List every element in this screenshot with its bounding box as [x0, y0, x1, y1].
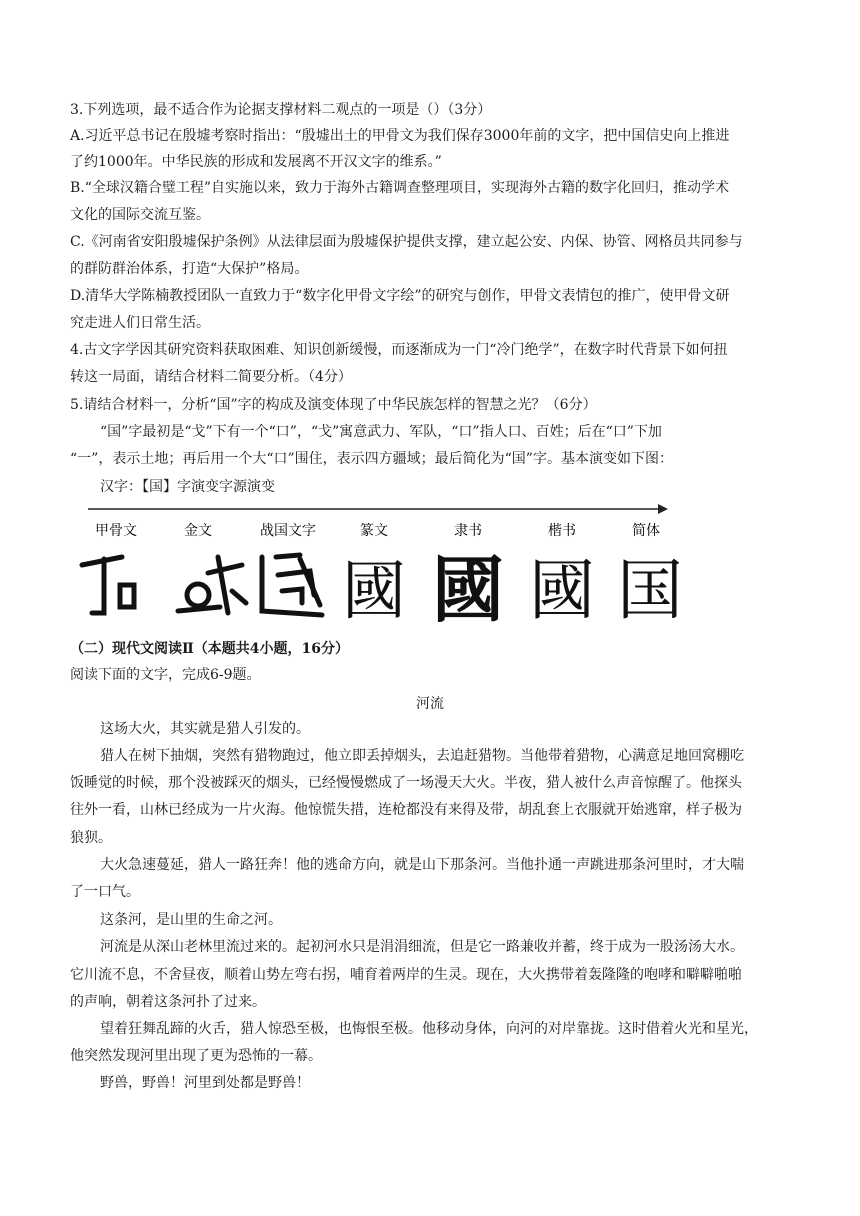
- story-p2-line3: 往外一看，山林已经成为一片火海。他惊慌失措，连枪都没有来得及带，胡乱套上衣服就开始逃窜，样子极为: [70, 802, 742, 818]
- story-p4: 这条河，是山里的生命之河。: [100, 912, 282, 928]
- glyph-warring-states: [262, 555, 322, 615]
- timeline-arrow-head: [658, 504, 668, 514]
- q3-option-c-line1: C.《河南省安阳殷墟保护条例》从法律层面为殷墟保护提供支撑，建立起公安、内保、协管、网格员共同参与: [70, 234, 743, 250]
- q3-option-b-line2: 文化的国际交流互鉴。: [70, 207, 210, 223]
- guo-evolution-svg: [70, 495, 710, 635]
- section-instruction: 阅读下面的文字，完成6-9题。: [70, 667, 261, 683]
- q4-line1: 4.古文字学因其研究资料获取困难、知识创新缓慢，而逐渐成为一门“冷门绝学”，在数字时代背景下如何扭: [70, 342, 728, 358]
- story-title: 河流: [416, 696, 444, 712]
- story-p2-line1: 猎人在树下抽烟，突然有猎物跑过，他立即丢掉烟头，去追赶猎物。当他带着猎物，心满意足地回窝棚吃: [100, 748, 744, 764]
- stage-label-regular: 楷书: [548, 523, 576, 539]
- stage-label-warring: 战国文字: [260, 523, 316, 539]
- q5-stem: 5.请结合材料一，分析“国”字的构成及演变体现了中华民族怎样的智慧之光？（6分）: [70, 397, 597, 413]
- story-p5-line1: 河流是从深山老林里流过来的。起初河水只是涓涓细流，但是它一路兼收并蓄，终于成为一股汤汤大水。: [100, 939, 744, 955]
- story-p7: 野兽，野兽！河里到处都是野兽！: [100, 1075, 310, 1091]
- glyph-seal: 國: [342, 555, 406, 629]
- q3-option-b-line1: B.“全球汉籍合璧工程”自实施以来，致力于海外古籍调查整理项目，实现海外古籍的数字化回归，推动学术: [70, 180, 730, 196]
- q3-option-c-line2: 的群防群治体系，打造“大保护”格局。: [70, 261, 309, 277]
- section-title: （二）现代文阅读Ⅱ（本题共4小题，16分）: [70, 641, 350, 657]
- stage-label-oracle: 甲骨文: [95, 523, 137, 539]
- q3-option-d-line1: D.清华大学陈楠教授团队一直致力于“数字化甲骨文字绘”的研究与创作，甲骨文表情包的推广，使甲骨文研: [70, 288, 730, 304]
- stage-label-bronze: 金文: [184, 523, 212, 539]
- guo-evolution-figure: [70, 495, 710, 635]
- story-p6-line1: 望着狂舞乱蹄的火舌，猎人惊恐至极，也悔恨至极。他移动身体，向河的对岸靠拢。这时借着火光和星光，: [100, 1021, 758, 1037]
- figure-caption: 汉字：【国】字演变字源演变: [100, 479, 275, 495]
- story-p5-line2: 它川流不息，不舍昼夜，顺着山势左弯右拐，哺育着两岸的生灵。现在，大火携带着轰隆隆的咆哮和噼噼啪啪: [70, 967, 742, 983]
- story-p3-line1: 大火急速蔓延，猎人一路狂奔！他的逃命方向，就是山下那条河。当他扑通一声跳进那条河里时，才大喘: [100, 857, 744, 873]
- story-p2-line4: 狼狈。: [70, 830, 112, 846]
- stage-label-seal: 篆文: [360, 523, 388, 539]
- story-p1: 这场大火，其实就是猎人引发的。: [100, 721, 310, 737]
- glyph-simplified: 国: [617, 552, 683, 629]
- q3-option-a-line2: 了约1000年。中华民族的形成和发展离不开汉文字的维系。”: [70, 154, 442, 170]
- glyph-clerical: 國: [431, 548, 505, 632]
- q3-option-d-line2: 究走进人们日常生活。: [70, 315, 210, 331]
- glyph-regular: 國: [529, 552, 595, 629]
- q5-paragraph-line1: “国”字最初是“戈”下有一个“口”，“戈”寓意武力、军队，“口”指人口、百姓；后在“口”下加: [100, 424, 662, 440]
- story-p5-line3: 的声响，朝着这条河扑了过来。: [70, 994, 266, 1010]
- q3-stem: 3.下列选项，最不适合作为论据支撑材料二观点的一项是（）（3分）: [70, 102, 492, 118]
- q5-paragraph-line2: “一”，表示土地；再后用一个大“口”围住，表示四方疆域；最后简化为“国”字。基本演变如下图：: [70, 451, 673, 467]
- q3-option-a-line1: A.习近平总书记在殷墟考察时指出：“殷墟出土的甲骨文为我们保存3000年前的文字，把中国信史向上推进: [70, 128, 730, 144]
- q4-line2: 转这一局面，请结合材料二简要分析。（4分）: [70, 369, 352, 385]
- glyph-oracle-bone: [82, 557, 134, 613]
- story-p2-line2: 饭睡觉的时候，那个没被踩灭的烟头，已经慢慢燃成了一场漫天大火。半夜，猎人被什么声音惊醒了。他探头: [70, 775, 742, 791]
- glyph-bronze: [178, 557, 246, 613]
- story-p3-line2: 了一口气。: [70, 884, 140, 900]
- story-p6-line2: 他突然发现河里出现了更为恐怖的一幕。: [70, 1048, 322, 1064]
- stage-label-simplified: 简体: [632, 523, 660, 539]
- stage-label-clerical: 隶书: [454, 523, 482, 539]
